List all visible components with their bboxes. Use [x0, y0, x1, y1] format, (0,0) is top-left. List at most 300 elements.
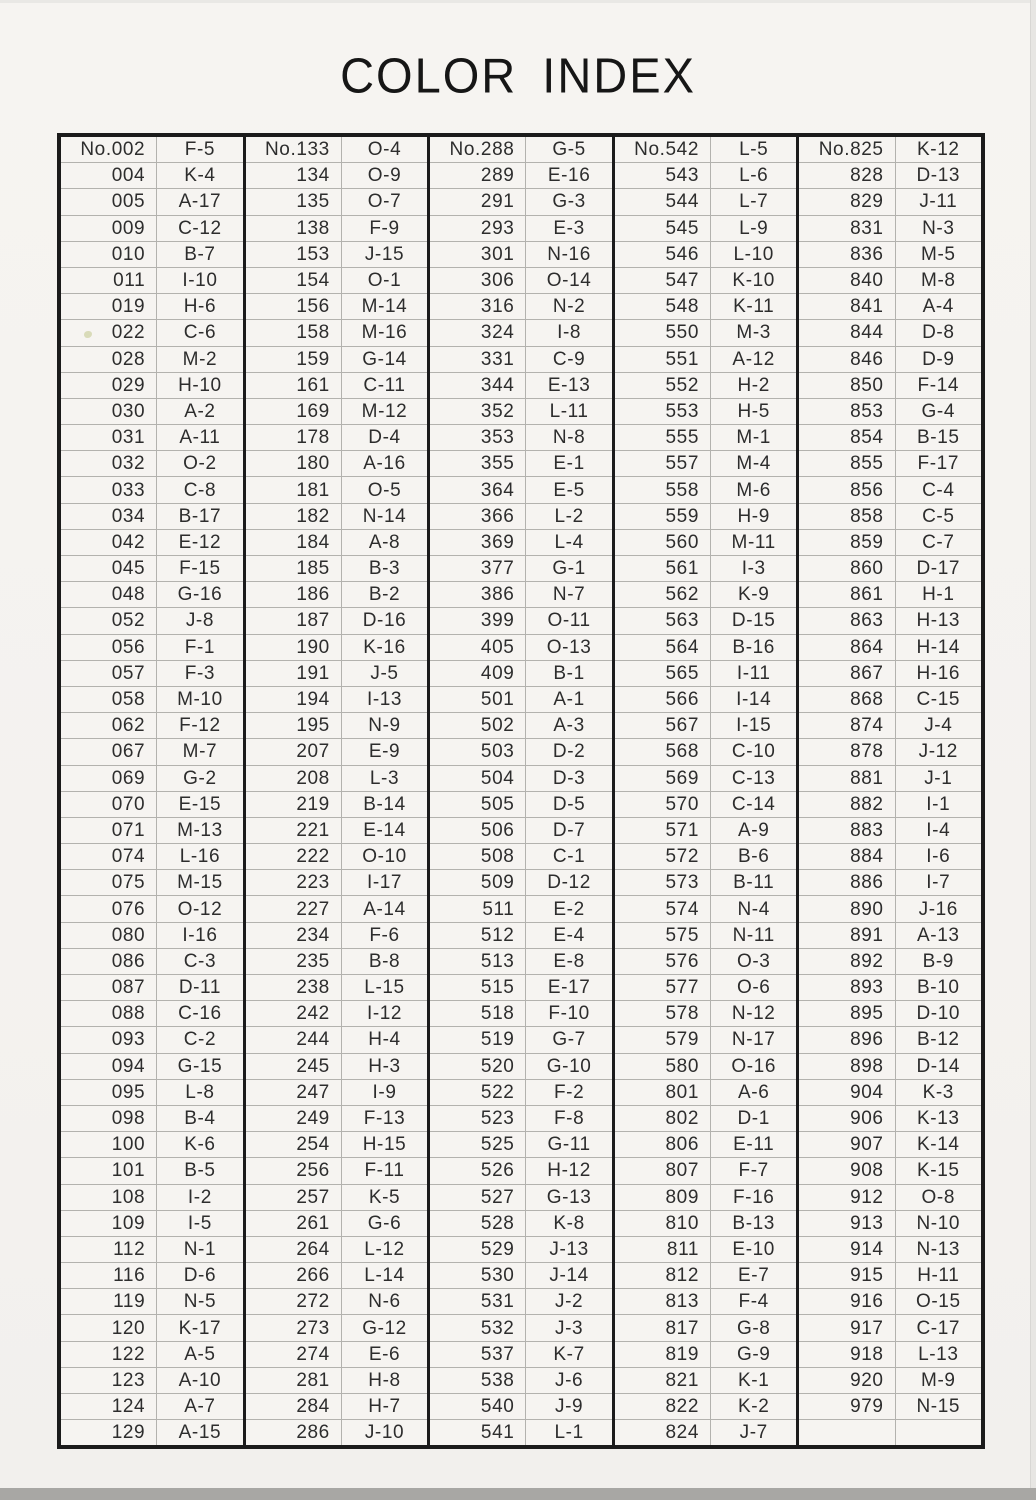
table-row: [430, 1132, 612, 1158]
color-code-cell: K-15: [917, 1160, 960, 1182]
color-code-cell: J-9: [555, 1396, 584, 1418]
color-number-cell: 512: [430, 923, 526, 948]
color-number-cell: 221: [246, 818, 342, 843]
color-code-cell: L-7: [739, 191, 769, 213]
color-number-cell: 067: [61, 739, 157, 764]
table-row: [799, 556, 981, 582]
color-code-cell: J-11: [919, 191, 958, 213]
color-code-cell: E-8: [553, 950, 585, 972]
table-row: [799, 216, 981, 242]
color-number-cell: 895: [799, 1001, 895, 1026]
color-code-cell: G-10: [546, 1055, 592, 1077]
color-code-cell: A-1: [553, 689, 585, 711]
color-number-cell: 289: [430, 163, 526, 188]
color-number-cell: 377: [430, 556, 526, 581]
color-code-cell: I-4: [926, 819, 951, 841]
color-code-cell: O-8: [921, 1186, 956, 1208]
table-row: [61, 1027, 243, 1053]
color-number-cell: 223: [246, 870, 342, 895]
table-row: [615, 870, 797, 896]
table-row: [246, 923, 428, 949]
color-number-cell: 274: [246, 1342, 342, 1367]
color-code-cell: J-4: [924, 715, 953, 737]
color-code-cell: H-4: [368, 1029, 401, 1051]
color-number-cell: 881: [799, 766, 895, 791]
color-code-cell: M-6: [736, 479, 771, 501]
color-code-cell: O-11: [547, 610, 591, 632]
color-number-cell: 074: [61, 844, 157, 869]
color-number-cell: 844: [799, 320, 895, 345]
table-row: [430, 844, 612, 870]
table-row: [615, 1315, 797, 1341]
color-number-cell: No.542: [615, 137, 711, 162]
color-index-table: [57, 133, 985, 1449]
table-row: [799, 425, 981, 451]
table-row: [430, 163, 612, 189]
table-row: [61, 425, 243, 451]
table-row: [430, 1315, 612, 1341]
color-number-cell: 109: [61, 1211, 157, 1236]
table-row: [615, 687, 797, 713]
color-code-cell: M-5: [921, 243, 956, 265]
table-row: [615, 137, 797, 163]
color-code-cell: G-7: [552, 1029, 586, 1051]
color-number-cell: 355: [430, 451, 526, 476]
table-row: [430, 1289, 612, 1315]
color-number-cell: 854: [799, 425, 895, 450]
color-code-cell: H-1: [922, 584, 955, 606]
color-number-cell: 070: [61, 792, 157, 817]
table-row: [61, 608, 243, 634]
color-code-cell: K-2: [738, 1396, 770, 1418]
color-number-cell: 868: [799, 687, 895, 712]
color-code-cell: D-13: [916, 165, 961, 187]
color-number-cell: 801: [615, 1080, 711, 1105]
table-row: [615, 268, 797, 294]
color-number-cell: 505: [430, 792, 526, 817]
color-number-cell: 527: [430, 1185, 526, 1210]
table-row: [615, 713, 797, 739]
color-code-cell: C-8: [183, 479, 217, 501]
color-code-cell: J-5: [370, 662, 399, 684]
color-code-cell: C-7: [922, 531, 955, 553]
table-row: [430, 1106, 612, 1132]
color-code-cell: I-16: [182, 924, 218, 946]
color-number-cell: 547: [615, 268, 711, 293]
color-number-cell: 918: [799, 1342, 895, 1367]
color-code-cell: E-13: [547, 374, 591, 396]
color-code-cell: N-10: [916, 1212, 961, 1234]
table-row: [246, 268, 428, 294]
table-row: [430, 766, 612, 792]
color-code-cell: D-15: [731, 610, 776, 632]
table-row: [615, 1027, 797, 1053]
table-row: [61, 766, 243, 792]
color-number-cell: 912: [799, 1185, 895, 1210]
table-row: [246, 451, 428, 477]
color-code-cell: H-12: [547, 1160, 591, 1182]
table-row: [799, 1185, 981, 1211]
color-code-cell: B-17: [178, 505, 222, 527]
color-number-cell: 386: [430, 582, 526, 607]
color-code-cell: H-10: [178, 374, 222, 396]
color-code-cell: O-9: [367, 165, 402, 187]
color-code-cell: B-10: [917, 977, 960, 999]
table-row: [246, 896, 428, 922]
table-row: [430, 1185, 612, 1211]
color-code-cell: C-14: [731, 793, 776, 815]
table-row: [61, 530, 243, 556]
color-number-cell: 195: [246, 713, 342, 738]
table-row: [246, 1027, 428, 1053]
color-number-cell: 515: [430, 975, 526, 1000]
color-code-cell: B-14: [363, 793, 406, 815]
table-row: [799, 320, 981, 346]
table-row: [61, 137, 243, 163]
color-code-cell: J-12: [918, 741, 958, 763]
color-code-cell: K-12: [917, 139, 960, 161]
table-row: [430, 451, 612, 477]
color-code-cell: L-11: [549, 400, 589, 422]
color-code-cell: O-4: [367, 139, 402, 161]
color-code-cell: C-2: [183, 1029, 217, 1051]
table-row: [61, 1132, 243, 1158]
color-number-cell: 809: [615, 1185, 711, 1210]
color-code-cell: F-1: [184, 636, 216, 658]
table-row: [61, 1001, 243, 1027]
color-number-cell: 813: [615, 1289, 711, 1314]
table-row: [615, 1211, 797, 1237]
color-number-cell: 284: [246, 1394, 342, 1419]
color-code-cell: O-7: [367, 191, 402, 213]
color-number-cell: 567: [615, 713, 711, 738]
table-row: [246, 713, 428, 739]
color-number-cell: 154: [246, 268, 342, 293]
table-row: [246, 137, 428, 163]
table-row: [61, 1420, 243, 1445]
color-code-cell: C-9: [552, 348, 586, 370]
table-row: [246, 189, 428, 215]
color-number-cell: 920: [799, 1368, 895, 1393]
color-number-cell: 405: [430, 635, 526, 660]
color-code-cell: I-9: [372, 1081, 397, 1103]
color-code-cell: M-12: [361, 400, 408, 422]
color-number-cell: 011: [61, 268, 157, 293]
table-row: [615, 1054, 797, 1080]
table-row: [61, 713, 243, 739]
color-code-cell: H-14: [916, 636, 961, 658]
color-number-cell: 569: [615, 766, 711, 791]
color-code-cell: N-12: [731, 1003, 776, 1025]
color-code-cell: I-15: [736, 715, 772, 737]
table-row: [246, 687, 428, 713]
color-code-cell: O-6: [736, 977, 771, 999]
color-number-cell: 863: [799, 608, 895, 633]
table-row: [615, 896, 797, 922]
color-number-cell: 019: [61, 294, 157, 319]
color-code-cell: L-2: [554, 505, 584, 527]
color-code-cell: F-5: [184, 139, 216, 161]
color-number-cell: 526: [430, 1158, 526, 1183]
color-code-cell: D-2: [552, 741, 586, 763]
color-code-cell: E-10: [732, 1238, 775, 1260]
table-row: [799, 1027, 981, 1053]
color-code-cell: F-7: [738, 1160, 769, 1182]
color-code-cell: B-9: [922, 950, 954, 972]
table-row: [430, 1342, 612, 1368]
color-code-cell: H-15: [362, 1134, 407, 1156]
color-number-cell: 564: [615, 635, 711, 660]
color-number-cell: 574: [615, 896, 711, 921]
table-row: [799, 294, 981, 320]
color-number-cell: 301: [430, 242, 526, 267]
table-row: [430, 1420, 612, 1445]
table-row: [615, 373, 797, 399]
table-row: [799, 975, 981, 1001]
color-number-cell: 306: [430, 268, 526, 293]
table-row: [430, 870, 612, 896]
color-code-cell: J-1: [924, 767, 953, 789]
table-row: [246, 530, 428, 556]
color-number-cell: 138: [246, 216, 342, 241]
color-code-cell: A-4: [922, 296, 954, 318]
color-number-cell: 551: [615, 347, 711, 372]
table-row: [615, 399, 797, 425]
color-number-cell: 249: [246, 1106, 342, 1131]
color-number-cell: 817: [615, 1315, 711, 1340]
color-number-cell: 331: [430, 347, 526, 372]
table-row: [61, 923, 243, 949]
table-row: [61, 687, 243, 713]
color-number-cell: 579: [615, 1027, 711, 1052]
color-code-cell: N-8: [552, 427, 586, 449]
table-row: [430, 268, 612, 294]
color-number-cell: 069: [61, 766, 157, 791]
color-number-cell: 094: [61, 1054, 157, 1079]
table-row: [615, 216, 797, 242]
table-row: [61, 1054, 243, 1080]
color-number-cell: 572: [615, 844, 711, 869]
color-number-cell: 528: [430, 1211, 526, 1236]
table-row: [430, 608, 612, 634]
color-number-cell: 042: [61, 530, 157, 555]
table-row: [61, 1106, 243, 1132]
color-number-cell: 810: [615, 1211, 711, 1236]
color-number-cell: 552: [615, 373, 711, 398]
color-code-cell: C-12: [178, 217, 222, 239]
table-row: [430, 556, 612, 582]
color-number-cell: 545: [615, 216, 711, 241]
color-code-cell: J-15: [364, 243, 405, 265]
color-code-cell: H-7: [368, 1396, 401, 1418]
color-number-cell: 048: [61, 582, 157, 607]
color-code-cell: J-10: [364, 1422, 405, 1444]
color-code-cell: N-3: [922, 217, 955, 239]
color-code-cell: G-6: [367, 1212, 402, 1234]
color-number-cell: 811: [615, 1237, 711, 1262]
color-number-cell: No.133: [246, 137, 342, 162]
table-row: [799, 1132, 981, 1158]
color-code-cell: F-14: [917, 374, 960, 396]
color-code-cell: D-12: [547, 872, 591, 894]
column-group-5: [796, 137, 981, 1445]
table-row: [799, 373, 981, 399]
table-row: [799, 137, 981, 163]
color-number-cell: 578: [615, 1001, 711, 1026]
color-code-cell: B-4: [184, 1108, 216, 1130]
color-code-cell: C-4: [922, 479, 955, 501]
table-row: [61, 242, 243, 268]
color-code-cell: B-6: [738, 846, 770, 868]
color-number-cell: 291: [430, 189, 526, 214]
color-code-cell: L-5: [739, 139, 769, 161]
color-code-cell: I-14: [736, 689, 772, 711]
table-row: [615, 739, 797, 765]
color-code-cell: E-14: [363, 819, 406, 841]
color-number-cell: 010: [61, 242, 157, 267]
table-row: [246, 1080, 428, 1106]
color-number-cell: 893: [799, 975, 895, 1000]
table-row: [61, 556, 243, 582]
table-row: [430, 242, 612, 268]
table-row: [246, 242, 428, 268]
table-row: [246, 1106, 428, 1132]
table-row: [799, 661, 981, 687]
table-row: [799, 242, 981, 268]
table-row: [246, 870, 428, 896]
color-number-cell: 836: [799, 242, 895, 267]
table-row: [799, 1420, 981, 1445]
table-row: [615, 1263, 797, 1289]
color-code-cell: H-16: [916, 662, 961, 684]
color-number-cell: 272: [246, 1289, 342, 1314]
table-row: [246, 949, 428, 975]
color-number-cell: 853: [799, 399, 895, 424]
color-number-cell: 005: [61, 189, 157, 214]
table-row: [615, 1237, 797, 1263]
color-number-cell: 161: [246, 373, 342, 398]
color-number-cell: 324: [430, 320, 526, 345]
color-number-cell: 561: [615, 556, 711, 581]
table-row: [615, 923, 797, 949]
color-code-cell: F-12: [179, 715, 221, 737]
color-number-cell: 886: [799, 870, 895, 895]
color-number-cell: 878: [799, 739, 895, 764]
color-code-cell: I-12: [366, 1003, 403, 1025]
table-row: [615, 1420, 797, 1445]
color-code-cell: K-9: [738, 584, 770, 606]
color-number-cell: 518: [430, 1001, 526, 1026]
table-row: [430, 792, 612, 818]
color-number-cell: 806: [615, 1132, 711, 1157]
color-number-cell: 555: [615, 425, 711, 450]
color-number-cell: 293: [430, 216, 526, 241]
color-code-cell: H-11: [917, 1265, 960, 1287]
table-row: [799, 1237, 981, 1263]
table-row: [246, 556, 428, 582]
color-number-cell: 062: [61, 713, 157, 738]
color-code-cell: B-15: [917, 427, 960, 449]
table-row: [615, 582, 797, 608]
color-code-cell: F-3: [184, 662, 216, 684]
table-row: [246, 739, 428, 765]
color-code-cell: J-2: [555, 1291, 584, 1313]
color-number-cell: 281: [246, 1368, 342, 1393]
color-number-cell: 557: [615, 451, 711, 476]
table-row: [799, 766, 981, 792]
table-row: [61, 896, 243, 922]
color-code-cell: F-9: [369, 217, 400, 239]
color-number-cell: 219: [246, 792, 342, 817]
color-code-cell: I-3: [741, 558, 766, 580]
color-number-cell: 540: [430, 1394, 526, 1419]
color-number-cell: 235: [246, 949, 342, 974]
color-number-cell: 568: [615, 739, 711, 764]
color-number-cell: No.002: [61, 137, 157, 162]
table-row: [615, 1342, 797, 1368]
table-row: [799, 635, 981, 661]
table-row: [430, 477, 612, 503]
color-code-cell: A-10: [178, 1369, 222, 1391]
color-code-cell: K-5: [368, 1186, 401, 1208]
table-row: [430, 923, 612, 949]
color-code-cell: A-15: [178, 1422, 222, 1444]
color-number-cell: 316: [430, 294, 526, 319]
color-code-cell: C-1: [552, 846, 586, 868]
table-row: [61, 1158, 243, 1184]
color-code-cell: E-17: [547, 977, 591, 999]
table-row: [615, 1158, 797, 1184]
color-number-cell: 883: [799, 818, 895, 843]
table-row: [430, 896, 612, 922]
table-row: [61, 1211, 243, 1237]
color-number-cell: No.288: [430, 137, 526, 162]
table-row: [799, 1080, 981, 1106]
color-code-cell: M-15: [177, 872, 223, 894]
color-code-cell: G-3: [552, 191, 586, 213]
color-number-cell: 550: [615, 320, 711, 345]
color-code-cell: N-1: [183, 1238, 217, 1260]
color-number-cell: 573: [615, 870, 711, 895]
color-number-cell: 087: [61, 975, 157, 1000]
table-row: [61, 1237, 243, 1263]
color-number-cell: 181: [246, 477, 342, 502]
table-row: [61, 739, 243, 765]
table-row: [615, 975, 797, 1001]
color-number-cell: 819: [615, 1342, 711, 1367]
table-row: [246, 1132, 428, 1158]
color-code-cell: D-14: [916, 1055, 961, 1077]
table-row: [61, 399, 243, 425]
color-number-cell: 914: [799, 1237, 895, 1262]
color-code-cell: J-7: [739, 1422, 768, 1444]
table-row: [799, 189, 981, 215]
color-number-cell: 098: [61, 1106, 157, 1131]
color-number-cell: 116: [61, 1263, 157, 1288]
color-number-cell: 254: [246, 1132, 342, 1157]
table-row: [799, 923, 981, 949]
color-number-cell: 178: [246, 425, 342, 450]
color-code-cell: D-4: [368, 427, 401, 449]
color-number-cell: 399: [430, 608, 526, 633]
table-row: [246, 635, 428, 661]
table-row: [246, 425, 428, 451]
table-row: [430, 347, 612, 373]
color-number-cell: 563: [615, 608, 711, 633]
table-row: [615, 1001, 797, 1027]
table-row: [615, 949, 797, 975]
color-number-cell: 906: [799, 1106, 895, 1131]
